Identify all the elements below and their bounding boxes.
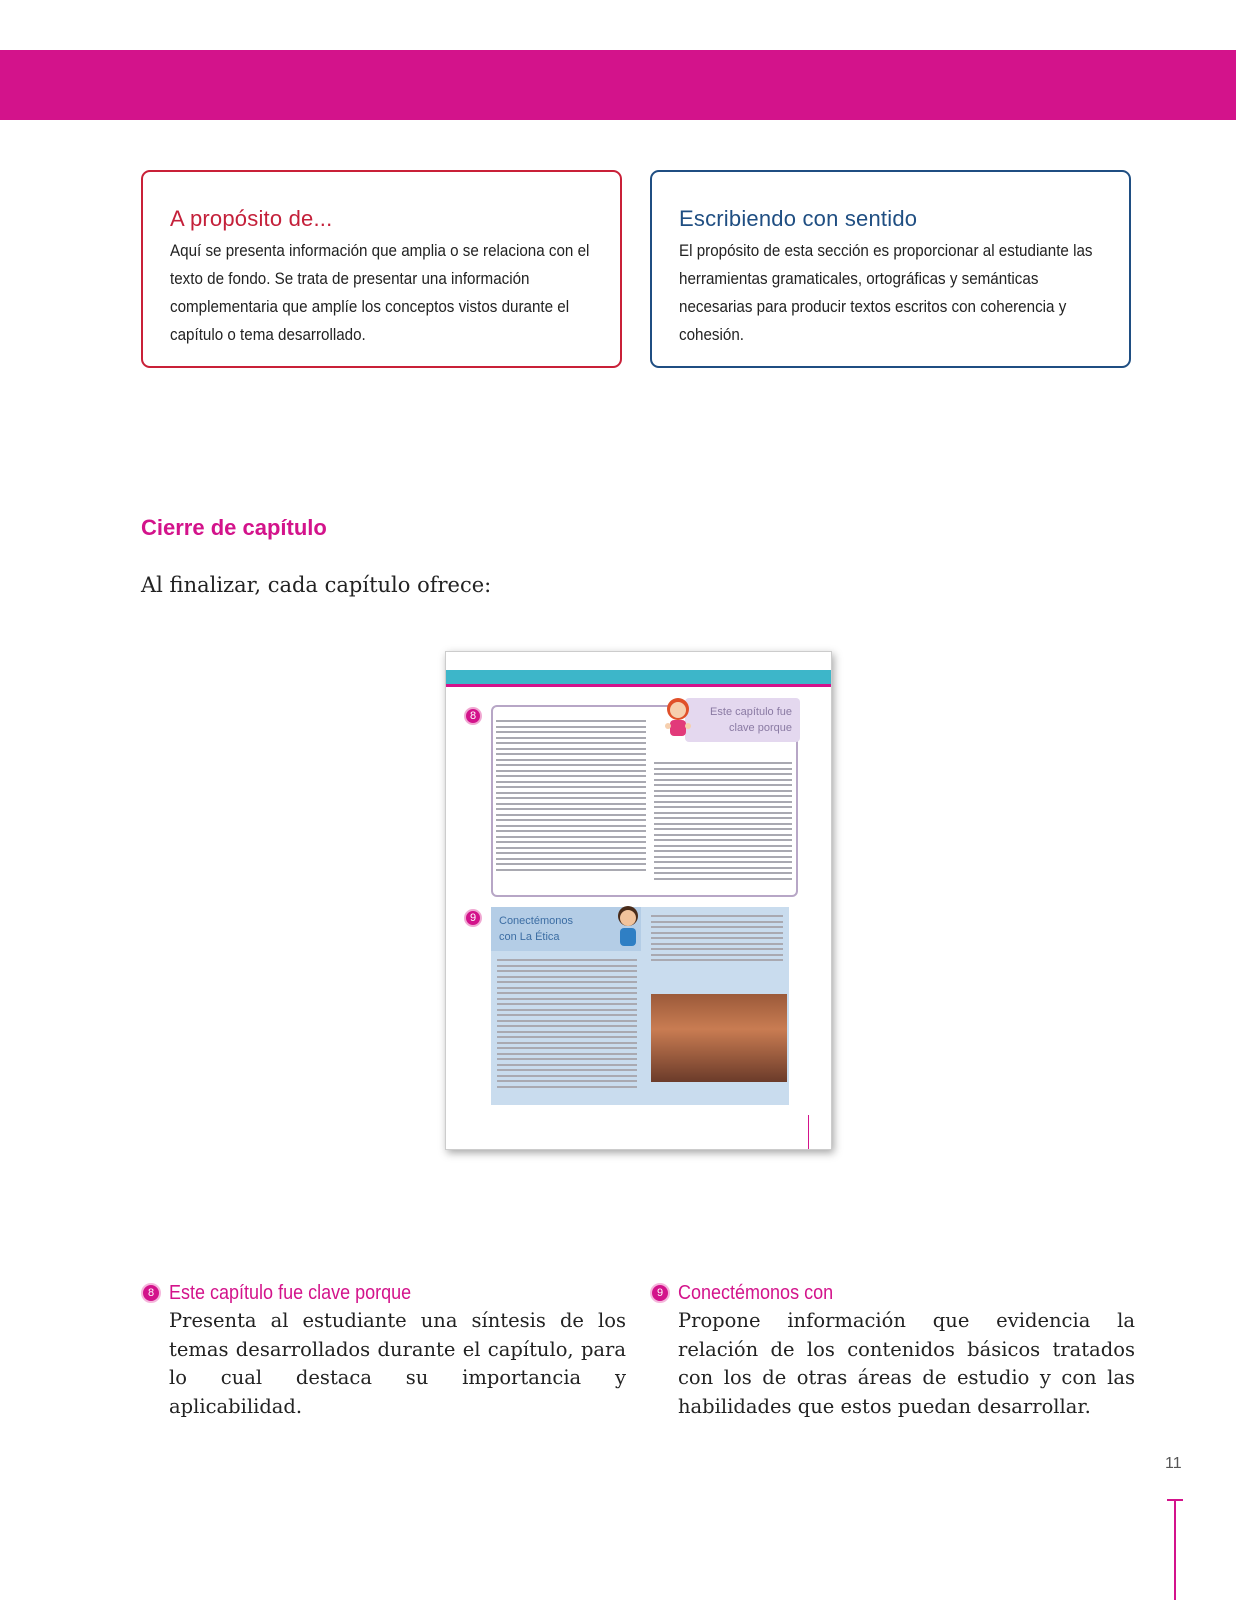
escribiendo-text: El propósito de esta sección es proporcionar al estudiante las herramientas gramaticales, ortográficas y semánticas necesarias para producir textos escritos con coherencia y cohesión. [679,242,1093,344]
thumbnail-text-column-left [496,720,646,874]
number-badge-9: 9 [650,1283,670,1303]
page-number: 11 [1165,1455,1182,1472]
description-9-body: Propone información que evidencia la relación de los contenidos básicos tratados con los de otras áreas de estudio y con las habilidades que estos puedan desarrollar. [678,1309,1135,1418]
a-proposito-box [141,170,622,368]
intro-text: Al finalizar, cada capítulo ofrece: [141,573,492,597]
description-9-header [650,1279,1135,1307]
thumbnail-page-line [808,1115,809,1149]
thumbnail-banner-9-text: Conectémonos con La Ética [499,915,573,943]
boy-illustration-icon [614,904,642,950]
description-8-title: Este capítulo fue clave porque [169,1281,412,1304]
thumbnail-banner-8 [685,698,800,742]
a-proposito-text: Aquí se presenta información que amplia o se relaciona con el texto de fondo. Se trata de presentar una información complementaria que amplíe los conceptos vistos durante el capítulo o tema desarrollado. [170,242,590,344]
thumbnail-panel-9-text-left [497,959,637,1091]
section-heading: Cierre de capítulo [141,515,327,540]
header-band [0,50,1236,120]
description-9-title: Conectémonos con [678,1281,834,1304]
thumbnail-number-9: 9 [464,909,482,927]
description-8-header [141,1279,626,1307]
thumbnail-panel-9-text-right [651,915,783,965]
a-proposito-title: A propósito de... [170,206,333,231]
thumbnail-banner-8-text: Este capítulo fue clave porque [710,706,792,734]
page-thumbnail [445,651,832,1150]
description-8-body: Presenta al estudiante una síntesis de los temas desarrollados durante el capítulo, para lo cual destaca su importancia y aplicabilidad. [169,1309,626,1418]
thumbnail-photo [651,994,787,1082]
thumbnail-text-column-right [654,762,792,883]
page-marker-line [1174,1500,1176,1600]
description-9 [650,1279,1135,1421]
thumbnail-number-8: 8 [464,707,482,725]
thumbnail-header-stripe [446,684,831,687]
number-badge-8: 8 [141,1283,161,1303]
thumbnail-header-bar [446,670,831,684]
escribiendo-box [650,170,1131,368]
escribiendo-title: Escribiendo con sentido [679,206,918,231]
girl-illustration-icon [662,696,694,742]
description-8 [141,1279,626,1421]
